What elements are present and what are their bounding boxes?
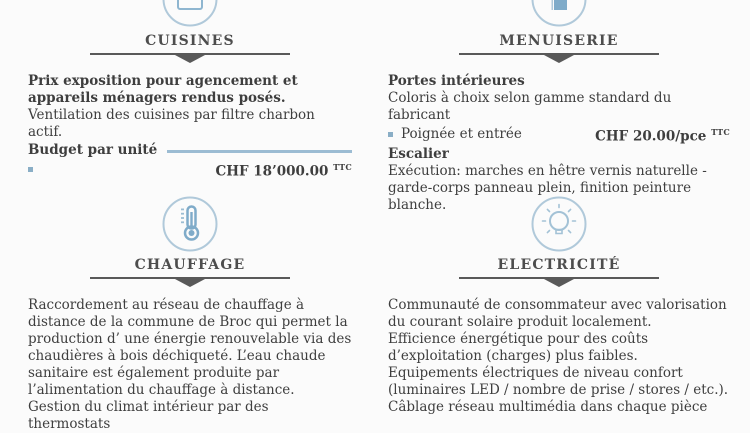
title-rule xyxy=(459,277,659,288)
electricite-content xyxy=(388,297,730,416)
menuiserie-price-row xyxy=(388,124,730,146)
electricite-icon-wrap xyxy=(388,195,730,251)
menuiserie-icon-wrap xyxy=(388,0,730,27)
cuisines-price-row xyxy=(28,159,352,181)
cuisines-intro-bold: Prix exposition pour agencement et appareils ménagers rendus posés. xyxy=(28,73,298,106)
lightbulb-icon xyxy=(530,195,588,253)
budget-row xyxy=(28,142,352,159)
oven-icon xyxy=(161,0,219,28)
section-cuisines xyxy=(28,0,352,181)
menuiserie-content xyxy=(388,73,730,214)
escalier-text: Exécution: marches en hêtre vernis naturelle - garde-corps panneau plein, finition peinture blanche. xyxy=(388,162,707,213)
tax-label: TTC xyxy=(711,127,730,137)
electricite-para4: Câblage réseau multimédia dans chaque pièce xyxy=(388,399,708,415)
budget-line xyxy=(167,150,352,153)
section-title: ELECTRICITÉ xyxy=(497,257,621,273)
chevron-down-icon xyxy=(544,55,574,63)
electricite-para3: Equipements électriques de niveau confort (luminaires LED / nombre de prise / stores / etc.). xyxy=(388,365,729,398)
door-icon xyxy=(530,0,588,28)
section-title: CHAUFFAGE xyxy=(134,257,246,273)
chauffage-para1: Raccordement au réseau de chauffage à distance de la commune de Broc qui permet la production d’ une énergie renouvelable via des chaudières à bois déchiqueté. L’eau chaude sanitaire est également produite par l’alimentation du chauffage à distance. xyxy=(28,297,352,398)
electricite-para2: Efficience énergétique pour des coûts d’exploitation (charges) plus faibles. xyxy=(388,331,649,364)
title-rule xyxy=(90,277,290,288)
menuiserie-price: CHF 20.00/pce $^{TTC}$ xyxy=(595,127,730,145)
chevron-down-icon xyxy=(175,279,205,287)
section-chauffage xyxy=(28,195,352,433)
chauffage-icon-wrap xyxy=(28,195,352,251)
bullet-square-icon xyxy=(28,167,33,172)
section-menuiserie xyxy=(388,0,730,214)
tax-label: TTC xyxy=(333,162,352,172)
cuisines-intro xyxy=(28,73,352,141)
portes-text: Coloris à choix selon gamme standard du fabricant xyxy=(388,90,672,123)
bullet-label: Poignée et entrée xyxy=(401,126,522,143)
chevron-down-icon xyxy=(175,55,205,63)
budget-label: Budget par unité xyxy=(28,142,158,158)
cuisines-price: CHF 18’000.00 $^{TTC}$ xyxy=(215,162,352,180)
cuisines-content xyxy=(28,73,352,181)
chauffage-content xyxy=(28,297,352,433)
bullet-square-icon xyxy=(388,132,393,137)
chauffage-para2: Gestion du climat intérieur par des thermostats xyxy=(28,399,269,432)
title-rule xyxy=(90,53,290,64)
thermometer-icon xyxy=(161,195,219,253)
section-title: CUISINES xyxy=(145,33,235,49)
title-rule xyxy=(459,53,659,64)
escalier-heading: Escalier xyxy=(388,145,449,162)
portes-heading: Portes intérieures xyxy=(388,73,525,89)
section-electricite xyxy=(388,195,730,416)
section-title: MENUISERIE xyxy=(499,33,619,49)
electricite-para1: Communauté de consommateur avec valorisation du courant solaire produit localement. xyxy=(388,297,727,330)
cuisines-icon-wrap xyxy=(28,0,352,27)
cuisines-intro-rest: Ventilation des cuisines par filtre charbon actif. xyxy=(28,107,315,140)
chevron-down-icon xyxy=(544,279,574,287)
